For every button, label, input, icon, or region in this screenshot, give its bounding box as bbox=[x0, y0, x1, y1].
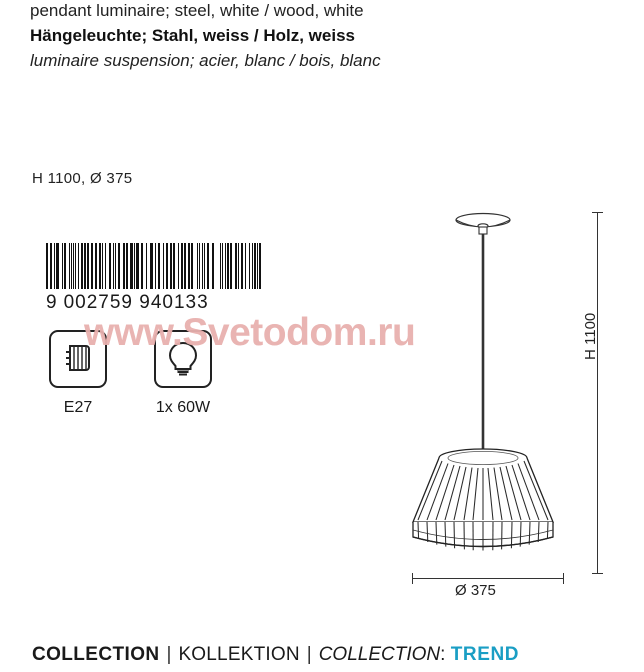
height-label: H 1100 bbox=[582, 312, 599, 360]
wattage-label: 1x 60W bbox=[155, 399, 211, 416]
watermark-prefix: www. bbox=[84, 311, 183, 354]
barcode-lead-digit: 9 bbox=[46, 292, 58, 313]
collection-fr: COLLECTION bbox=[318, 644, 441, 665]
brand-name: TREND bbox=[450, 644, 520, 665]
height-cap-bottom bbox=[592, 573, 603, 574]
footer-colon: : bbox=[440, 644, 446, 665]
barcode-bars bbox=[46, 243, 261, 289]
diameter-line bbox=[412, 578, 564, 579]
footer-separator-1: | bbox=[166, 644, 172, 665]
description-fr: luminaire suspension; acier, blanc / bois, blanc bbox=[30, 51, 381, 70]
description-de: Hängeleuchte; Stahl, weiss / Holz, weiss bbox=[30, 26, 355, 45]
socket-spec bbox=[48, 330, 108, 417]
watermark-name: Svetodom bbox=[182, 311, 367, 354]
barcode-digits bbox=[46, 292, 261, 314]
description-en: pendant luminaire; steel, white / wood, white bbox=[30, 1, 364, 20]
diameter-label: Ø 375 bbox=[455, 582, 496, 599]
footer-separator-2: | bbox=[306, 644, 312, 665]
socket-icon bbox=[49, 330, 107, 388]
diameter-cap-right bbox=[563, 573, 564, 584]
barcode-number: 002759 940133 bbox=[63, 292, 209, 313]
height-line bbox=[597, 212, 598, 574]
height-cap-top bbox=[592, 212, 603, 213]
bulb-icon bbox=[154, 330, 212, 388]
barcode bbox=[46, 243, 261, 314]
height-dimension-line bbox=[592, 212, 612, 574]
footer-collection bbox=[32, 644, 519, 666]
socket-icon-glyph bbox=[60, 340, 96, 378]
bulb-icon-glyph bbox=[166, 339, 200, 379]
watermark-tld: .ru bbox=[366, 311, 416, 354]
socket-label: E27 bbox=[63, 399, 93, 416]
collection-de: KOLLEKTION bbox=[178, 644, 300, 665]
diameter-cap-left bbox=[412, 573, 413, 584]
spec-icons bbox=[48, 330, 213, 417]
pendant-lamp-illustration bbox=[380, 200, 610, 600]
product-drawing bbox=[380, 200, 610, 600]
product-description bbox=[30, 0, 570, 73]
collection-en: COLLECTION bbox=[32, 644, 160, 665]
dimensions-text: H 1100, Ø 375 bbox=[32, 170, 133, 187]
wattage-spec bbox=[153, 330, 213, 417]
